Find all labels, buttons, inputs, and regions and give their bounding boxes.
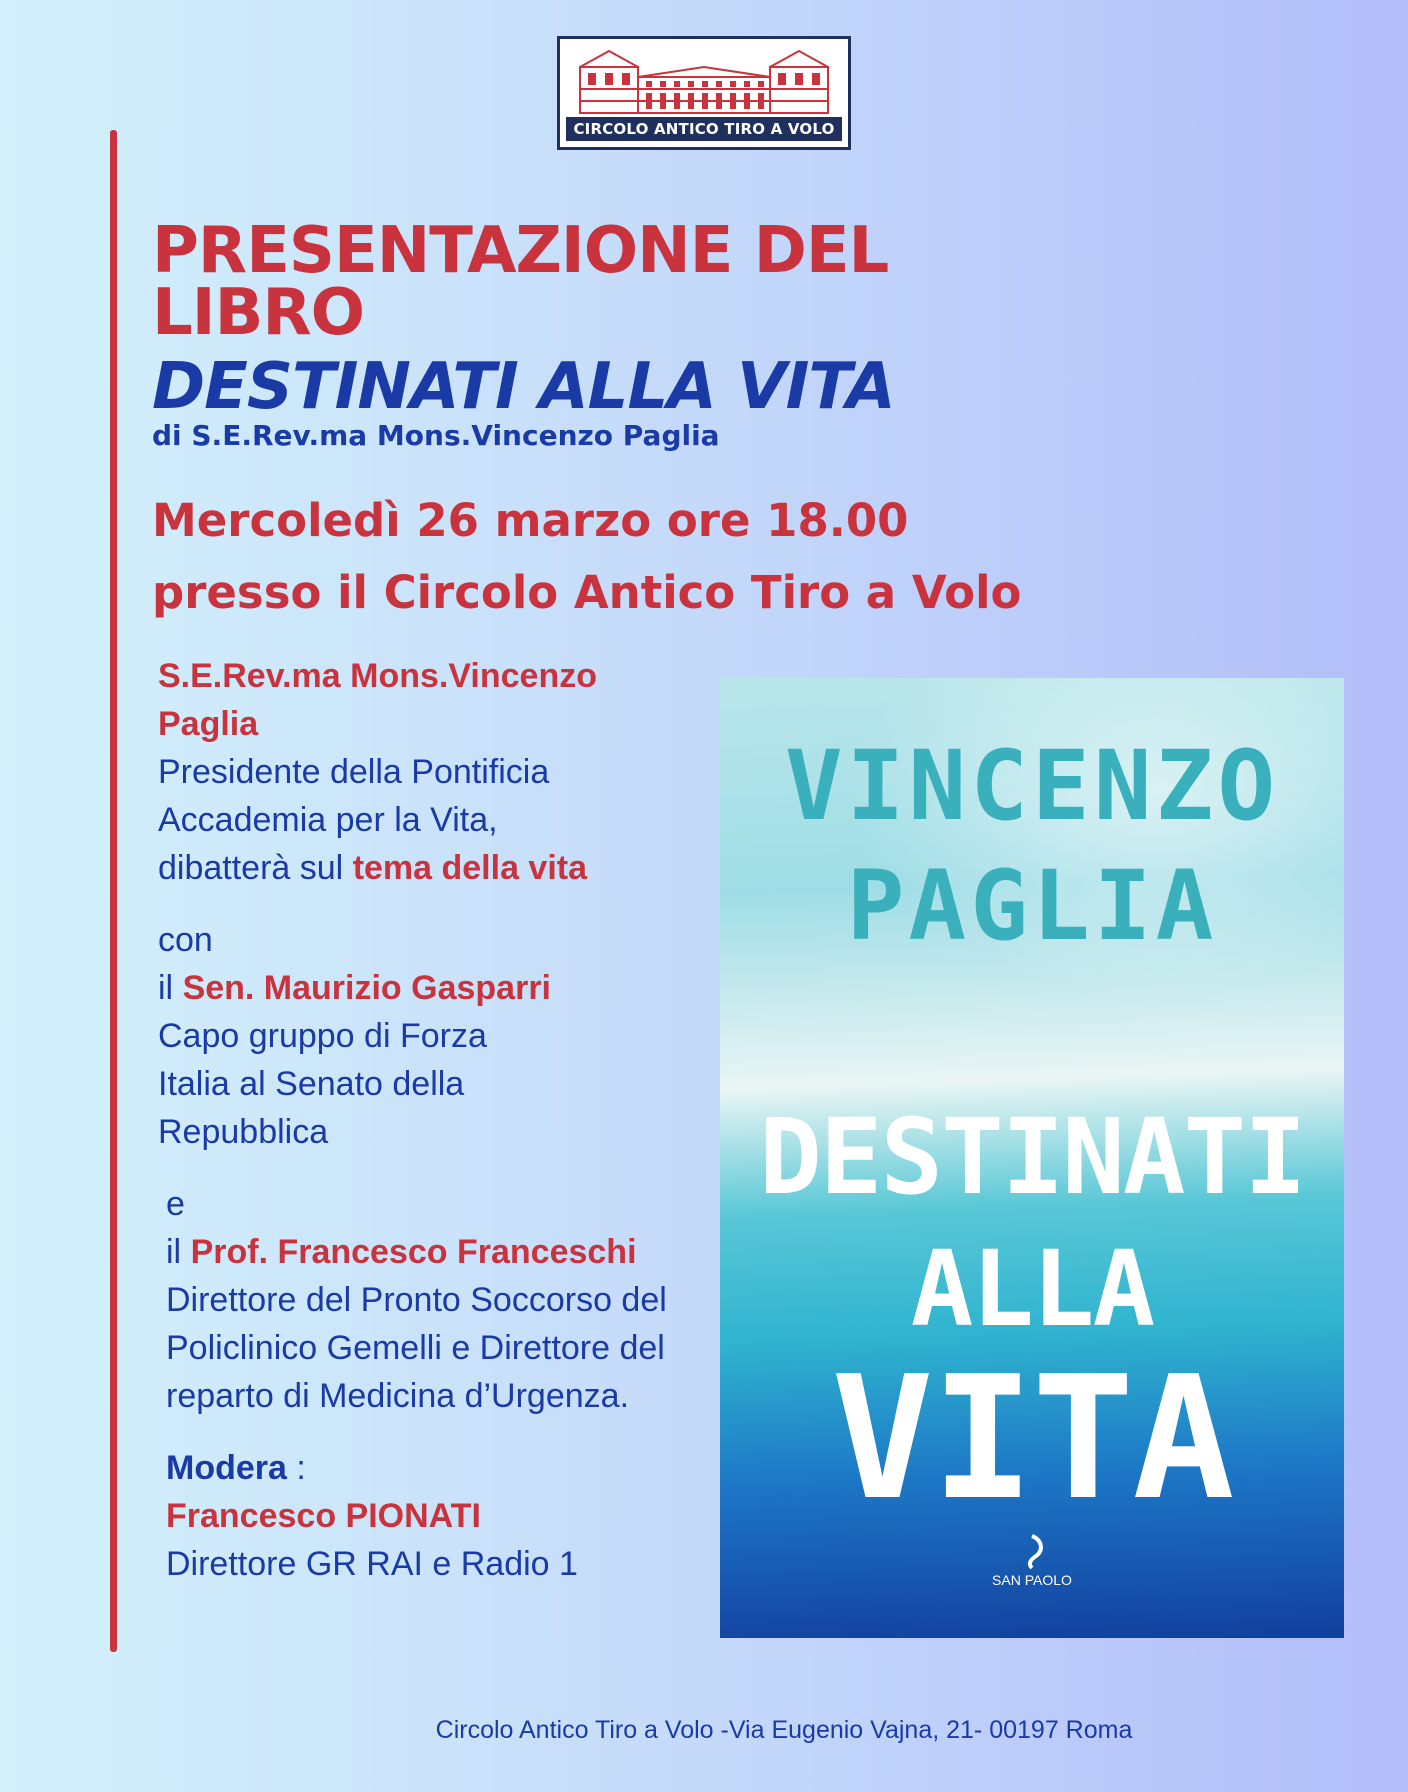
cover-title-line-2: ALLA	[910, 1228, 1154, 1350]
speaker-2-line	[158, 964, 718, 1012]
cover-title-line-3: VITA	[831, 1340, 1233, 1538]
speaker-1-topic-line	[158, 844, 718, 892]
clubhouse-building-icon	[574, 45, 834, 117]
speaker-2-article: il	[158, 969, 174, 1007]
book-author: di S.E.Rev.ma Mons.Vincenzo Paglia	[152, 419, 720, 452]
title-line-2: LIBRO	[152, 276, 365, 350]
club-logo	[557, 36, 851, 150]
decorative-vertical-bar	[110, 130, 117, 1652]
event-info	[152, 485, 1021, 629]
moderator-name: Francesco PIONATI	[166, 1497, 481, 1535]
footer-address: Circolo Antico Tiro a Volo -Via Eugenio Vajna, 21- 00197 Roma	[435, 1716, 1133, 1744]
book-title: DESTINATI ALLA VITA	[152, 350, 895, 424]
event-place: presso il Circolo Antico Tiro a Volo	[152, 566, 1022, 619]
cover-title-line-1: DESTINATI	[759, 1096, 1305, 1218]
title-line-1: PRESENTAZIONE DEL	[152, 214, 889, 288]
speaker-1-role: Presidente della Pontificia Accademia per la Vita,	[158, 753, 550, 839]
speaker-1-name: S.E.Rev.ma Mons.Vincenzo Paglia	[158, 657, 597, 743]
cover-author-line-2: PAGLIA	[846, 850, 1218, 962]
publisher-logo-icon	[1014, 1534, 1050, 1570]
moderator-label: Modera	[166, 1449, 287, 1487]
event-date: Mercoledì 26 marzo ore 18.00	[152, 494, 909, 547]
speaker-1-topic-intro: dibatterà sul	[158, 849, 344, 887]
moderator-colon: :	[286, 1449, 306, 1487]
page-title	[152, 214, 1152, 350]
speaker-3-name: Prof. Francesco Franceschi	[190, 1233, 637, 1271]
book-cover-image	[720, 678, 1344, 1638]
cover-publisher: SAN PAOLO	[992, 1572, 1072, 1588]
speakers-section	[158, 652, 718, 1588]
speaker-3-line	[158, 1228, 718, 1276]
speaker-2-role: Capo gruppo di Forza Italia al Senato della Repubblica	[158, 1017, 487, 1151]
speaker-3-article: il	[166, 1233, 182, 1271]
moderator-role: Direttore GR RAI e Radio 1	[166, 1545, 578, 1583]
connector-con: con	[158, 921, 213, 959]
speaker-2-name: Sen. Maurizio Gasparri	[182, 969, 552, 1007]
speaker-3-role: Direttore del Pronto Soccorso del Policlinico Gemelli e Direttore del reparto di Medicina d’Urgenza.	[166, 1281, 667, 1415]
connector-e: e	[166, 1185, 185, 1223]
logo-text: CIRCOLO ANTICO TIRO A VOLO	[566, 117, 842, 141]
moderator-line	[158, 1444, 718, 1492]
cover-author-line-1: VINCENZO	[784, 730, 1280, 842]
speaker-1-topic: tema della vita	[352, 849, 588, 887]
